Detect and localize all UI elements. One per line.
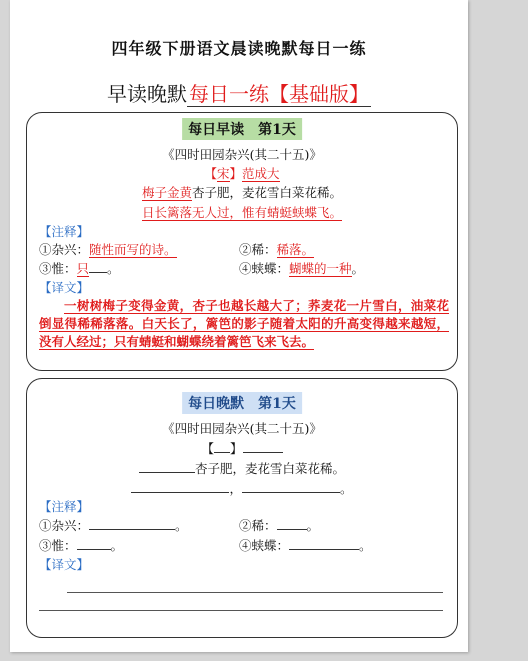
page-title: 四年级下册语文晨读晚默每日一练 [111,39,367,58]
e-note2-label: ②稀： [239,518,277,533]
morning-dynasty-author: 【宋】范成大 [204,166,280,181]
note1-value: 随性而写的诗。 [89,242,177,257]
e-note3-label: ③惟： [39,538,77,553]
subtitle-black: 早读晚默 [107,82,187,106]
morning-line1-fill: 梅子金黄 [141,185,192,200]
morning-dynasty: 宋 [216,166,230,181]
note4-value: 蝴蝶的一种 [289,261,352,276]
note2-value: 稀落。 [276,242,315,257]
subtitle-red: 每日一练【基础版】 [189,82,369,106]
morning-notes-label: 【注释】 [39,224,90,239]
evening-line1-rest: 杏子肥，麦花雪白菜花稀。 [194,461,345,476]
page-subtitle [10,78,468,107]
morning-poem-line-1 [27,183,457,201]
morning-poem-line-2 [27,203,457,221]
note3-label: ③惟： [39,261,77,276]
morning-poem-title: 《四时田园杂兴(其二十五)》 [162,147,322,162]
translation-write-line-1[interactable] [67,592,443,593]
morning-author: 范成大 [242,166,280,181]
viewer-background [484,0,528,661]
morning-translation-label: 【译文】 [39,280,90,295]
morning-badge: 每日早读 第1天 [182,118,302,140]
evening-badge: 每日晚默 第1天 [182,392,302,414]
e-note4-label: ④蛱蝶： [239,538,290,553]
morning-translation-text: 一树树梅子变得金黄，杏子也越长越大了；荞麦花一片雪白，油菜花倒显得稀稀落落。白天长了，篱笆的影子随着太阳的升高变得越来越短，没有人经过；只有蜻蜓和蝴蝶绕着篱笆飞来飞去。 [39,298,449,349]
morning-line1-rest: 杏子肥，麦花雪白菜花稀。 [192,185,343,200]
translation-write-line-2[interactable] [39,610,443,611]
evening-notes-label: 【注释】 [39,499,90,514]
evening-notes-row-2: ③惟： 。 ④蛱蝶： 。 [39,538,372,553]
evening-dictation-box [26,378,458,638]
morning-notes-row-1 [39,240,449,258]
e-note1-label: ①杂兴： [39,518,90,533]
note4-label: ④蛱蝶： [239,261,290,276]
evening-dynasty-author: 【 】 [27,439,457,457]
evening-poem-line-1 [27,459,457,477]
morning-reading-box [26,112,458,371]
evening-poem-line-2: ， 。 [27,479,457,497]
note2-label: ②稀： [239,242,277,257]
note1-label: ①杂兴： [39,242,90,257]
worksheet-page [10,0,468,652]
evening-poem-title: 《四时田园杂兴(其二十五)》 [162,421,322,436]
morning-notes-row-2: ③惟：只 。 ④蛱蝶：蝴蝶的一种。 [39,261,365,276]
note3-value: 只 [76,261,90,276]
morning-translation [39,297,449,351]
evening-translation-label: 【译文】 [39,557,90,572]
morning-line2-b: 惟有蜻蜓蛱蝶飞。 [242,205,343,220]
evening-notes-row-1: ①杂兴： 。 ②稀： 。 [39,518,320,533]
morning-line2-a: 日长篱落无人过， [141,205,242,220]
